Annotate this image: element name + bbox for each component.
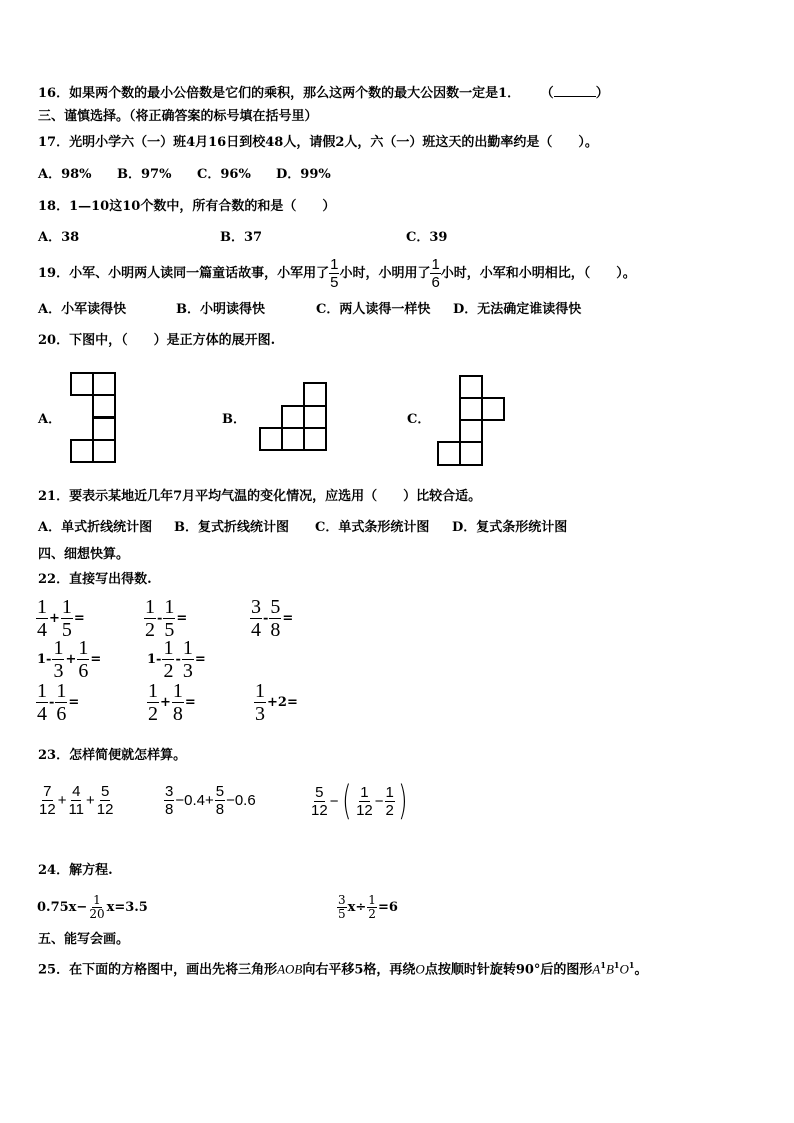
q22-expr-8: $\frac{1}{3}$ +2= [255, 680, 298, 725]
q22-text: 22．直接写出得数. [38, 572, 152, 587]
q20-label-a[interactable]: A． [38, 412, 62, 427]
q19-option-a[interactable]: A．小军读得快 [38, 302, 127, 317]
q21-text: 21．要表示某地近几年7月平均气温的变化情况，应选用（ ）比较合适。 [38, 489, 482, 504]
q20-net-c [437, 375, 505, 467]
q20-net-a [70, 372, 116, 464]
q17-text: 17．光明小学六（一）班4月16日到校48人，请假2人，六（一）班这天的出勤率约是（ ）。 [38, 135, 598, 150]
q16-rparen: ） [595, 86, 609, 101]
q20-text: 20．下图中，（ ）是正方体的展开图. [38, 333, 276, 348]
q22-expr-5: 1- $\frac{1}{2}$ - $\frac{1}{3}$ = [147, 637, 206, 682]
section3-heading: 三、谨慎选择。（将正确答案的标号填在括号里） [38, 109, 318, 124]
q19-option-c[interactable]: C．两人读得一样快 [316, 302, 431, 317]
q17-option-b[interactable]: B．97% [117, 167, 172, 182]
q23-expr-1: $\frac{7}{12}$ + $\frac{4}{11}$ + $\frac{5}{12}$ [39, 783, 114, 818]
q23-expr-2: $\frac{3}{8}$ −0.4+ $\frac{5}{8}$ −0.6 [165, 783, 256, 818]
q18-option-c[interactable]: C．39 [406, 230, 448, 245]
q24-equation-2: $\frac{3}{5}$ x÷ $\frac{1}{2}$ =6 [338, 893, 398, 921]
q25-text: 25．在下面的方格图中，画出先将三角形AOB向右平移5格，再绕O点按顺时针旋转90°后的图形$A^1B^1O^1$。 [38, 960, 648, 978]
section5-heading: 五、能写会画。 [38, 932, 130, 947]
q21-option-b[interactable]: B．复式折线统计图 [174, 520, 289, 535]
q24-equation-1: 0.75x− $\frac{1}{20}$ x=3.5 [37, 893, 148, 921]
q18-text: 18．1—10这10个数中，所有合数的和是（ ） [38, 199, 336, 214]
q22-expr-3: $\frac{3}{4}$ - $\frac{5}{8}$ = [251, 596, 294, 641]
q22-expr-4: 1- $\frac{1}{3}$ + $\frac{1}{6}$ = [37, 637, 102, 682]
q21-option-a[interactable]: A．单式折线统计图 [38, 520, 153, 535]
q22-expr-7: $\frac{1}{2}$ + $\frac{1}{8}$ = [148, 680, 196, 725]
q20-net-b [259, 382, 327, 452]
q17-option-a[interactable]: A．98% [38, 167, 92, 182]
q19-text [38, 256, 636, 291]
q16-answer-blank[interactable] [554, 84, 596, 97]
q17-option-c[interactable]: C．96% [197, 167, 251, 182]
q19-mid: 小时，小明用了 [339, 265, 431, 281]
q22-expr-1: $\frac{1}{4}$ + $\frac{1}{5}$ = [37, 596, 85, 641]
q22-expr-2: $\frac{1}{2}$ - $\frac{1}{5}$ = [145, 596, 188, 641]
q20-label-c[interactable]: C． [407, 412, 431, 427]
q19-pre: 19．小军、小明两人读同一篇童话故事，小军用了 [38, 265, 330, 281]
q18-option-a[interactable]: A．38 [38, 230, 80, 245]
q19-post: 小时，小军和小明相比，（ ）。 [440, 265, 636, 281]
q19-fraction-1: $\frac{1}{5}$ [330, 256, 339, 291]
q24-text: 24．解方程. [38, 863, 113, 878]
q23-expr-3: $\frac{5}{12}$ − ( $\frac{1}{12}$ − $\frac{1}{2}$ ) [311, 778, 408, 824]
q19-option-d[interactable]: D．无法确定谁读得快 [453, 302, 582, 317]
q21-option-d[interactable]: D．复式条形统计图 [452, 520, 568, 535]
q16-num: 16． [38, 86, 70, 101]
q18-option-b[interactable]: B．37 [220, 230, 263, 245]
q16-line [38, 84, 609, 102]
q16-text: 如果两个数的最小公倍数是它们的乘积，那么这两个数的最大公因数一定是1． [69, 86, 521, 101]
q16-lparen: （ [540, 86, 554, 101]
section4-heading: 四、细想快算。 [38, 547, 130, 562]
q19-fraction-2: $\frac{1}{6}$ [431, 256, 440, 291]
q21-option-c[interactable]: C．单式条形统计图 [315, 520, 430, 535]
q23-text: 23．怎样简便就怎样算。 [38, 748, 187, 763]
q17-option-d[interactable]: D．99% [276, 167, 331, 182]
q22-expr-6: $\frac{1}{4}$ - $\frac{1}{6}$ = [37, 680, 80, 725]
q20-label-b[interactable]: B． [222, 412, 246, 427]
q19-option-b[interactable]: B．小明读得快 [176, 302, 265, 317]
